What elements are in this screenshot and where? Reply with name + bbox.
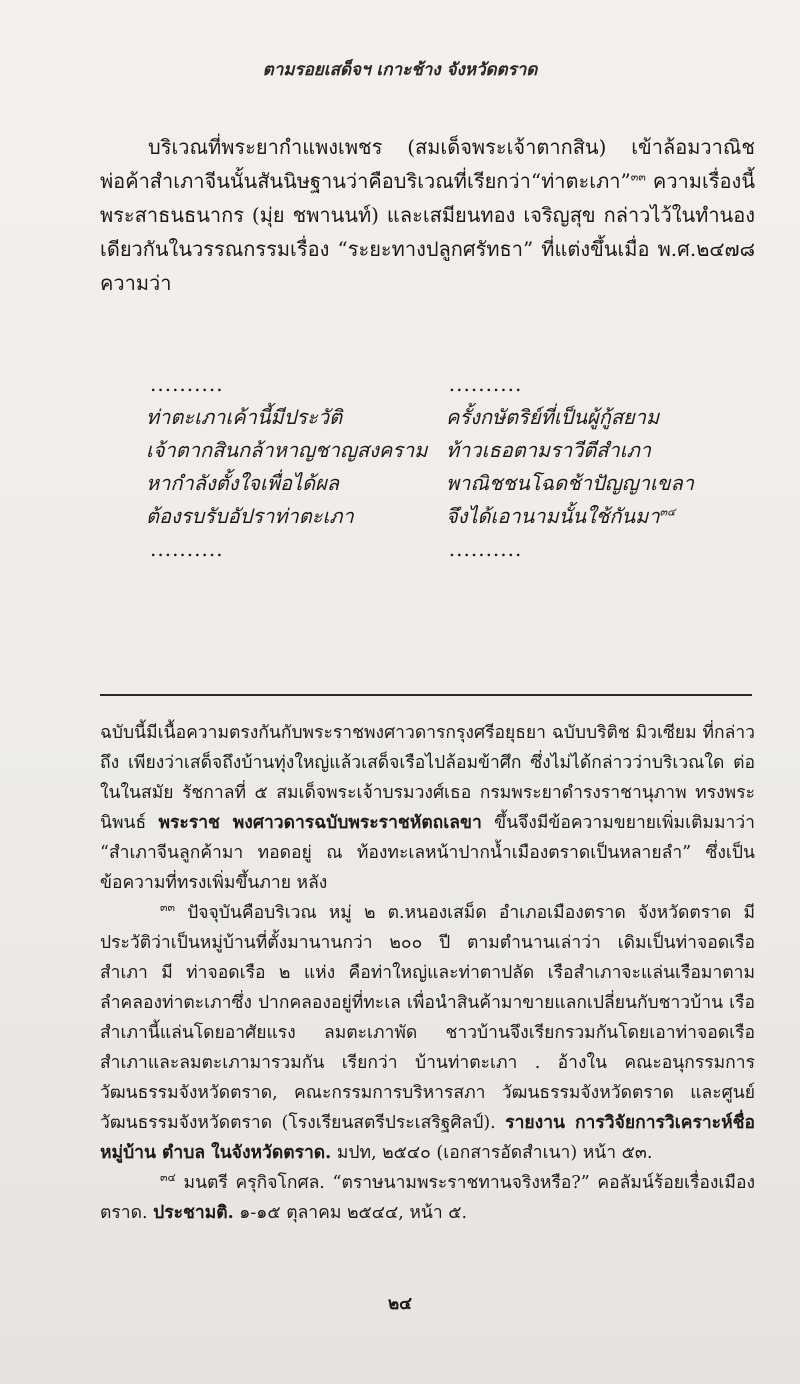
- footnote-34: [100, 1168, 755, 1228]
- ellipsis: ..........: [150, 372, 224, 396]
- footnote-title: พระราช พงศาวดารฉบับพระราชหัตถเลขา: [158, 813, 482, 833]
- poem-line-with-ref: [446, 500, 706, 533]
- poem-line: เจ้าตากสินกล้าหาญชาญสงคราม: [146, 438, 428, 462]
- ellipsis: ..........: [448, 537, 523, 561]
- page-number: ๒๔: [387, 1294, 413, 1314]
- poem-line: จึงได้เอานามนั้นใช้กันมา: [446, 504, 660, 528]
- footnote-text: ขึ้นจึงมีข้อความขยายเพิ่มเติมมาว่า “สำเภาจีนลูกค้ามา ทอดอยู่ ณ ท้องทะเลหน้าปากน้ำเมืองตราดเป็นหลายลำ” ซึ่งเป็นข้อความที่ทรงเพิ่มขึ้นภาย หลัง: [100, 813, 755, 893]
- poem-row: [146, 500, 706, 533]
- footnote-text: มนตรี ครุกิจโกศล. “ตราษนามพระราชทานจริงหรือ?” คอลัมน์ร้อยเรื่องเมือง ตราด.: [100, 1173, 755, 1223]
- paragraph-text: บริเวณที่พระยากำแพงเพชร (สมเด็จพระเจ้าตากสิน) เข้าล้อมวาณิช พ่อค้าสำเภาจีนนั้นสันนิษฐานว่าคือบริเวณที่เรียกว่า“ท่าตะเภา”: [100, 135, 755, 193]
- poem-row: [146, 533, 706, 566]
- footnote-mark: ๓๔: [160, 1171, 176, 1185]
- footnote-text: ๑-๑๕ ตุลาคม ๒๕๔๔, หน้า ๕.: [233, 1203, 468, 1223]
- footnote-33: [100, 898, 755, 1168]
- footnotes: [100, 718, 755, 1228]
- poem-row: [146, 368, 706, 401]
- poem-row: [146, 401, 706, 434]
- poem-block: [146, 368, 706, 566]
- poem-line: พาณิชชนโฉดช้าปัญญาเขลา: [446, 471, 694, 495]
- body-paragraph: [100, 130, 755, 300]
- footnote-mark: ๓๓: [160, 901, 176, 915]
- paragraph-text: ความเรื่องนี้ พระสาธนธนากร (มุ่ย ชพานนท์) และเสมียนทอง เจริญสุข กล่าวไว้ในทำนอง เดียวกันในวรรณกรรมเรื่อง “ระยะทางปลูกศรัทธา” ที่แต่งขึ้นเมื่อ พ.ศ.๒๔๗๘ ความว่า: [100, 169, 755, 295]
- poem-line: ท่าตะเภาเค้านี้มีประวัติ: [146, 405, 343, 429]
- poem-row: [146, 467, 706, 500]
- paragraph-1: [100, 130, 755, 300]
- footnote-title: รายงาน การวิจัยการวิเคราะห์ชื่อหมู่บ้าน ตำบล ในจังหวัดตราด.: [100, 1113, 756, 1163]
- footnote-divider: [100, 694, 752, 696]
- poem-line: ครั้งกษัตริย์ที่เป็นผู้กู้สยาม: [446, 405, 660, 429]
- poem-row: [146, 434, 706, 467]
- footnote-text: ปัจจุบันคือบริเวณ หมู่ ๒ ต.หนองเสม็ด อำเภอเมืองตราด จังหวัดตราด มี ประวัติว่าเป็นหมู่บ้านที่ตั้งมานานกว่า ๒๐๐ ปี ตามตำนานเล่าว่า เดิมเป็นท่าจอดเรือสำเภา มี ท่าจอดเรือ ๒ แห่ง คือท่าใหญ่และท่าตาปลัด เรือสำเภาจะแล่นเรือมาตามลำคลองท่าตะเภาซึ่ง ปากคลองอยู่ที่ทะเล เพื่อนำสินค้ามาขายแลกเปลี่ยนกับชาวบ้าน เรือสำเภานี้แล่นโดยอาศัยแรง ลมตะเภาพัด ชาวบ้านจึงเรียกรวมกันโดยเอาท่าจอดเรือสำเภาและลมตะเภามารวมกัน เรียกว่า บ้านท่าตะเภา . อ้างใน คณะอนุกรรมการวัฒนธรรมจังหวัดตราด, คณะกรรมการบริหารสภา วัฒนธรรมจังหวัดตราด และศูนย์วัฒนธรรมจังหวัดตราด (โรงเรียนสตรีประเสริฐศิลป์).: [100, 903, 755, 1133]
- ellipsis: ..........: [448, 372, 523, 396]
- poem-line: หากำลังตั้งใจเพื่อได้ผล: [146, 471, 340, 495]
- ellipsis: ..........: [150, 537, 224, 561]
- running-header: ตามรอยเสด็จฯ เกาะช้าง จังหวัดตราด: [262, 60, 538, 80]
- poem-line: ท้าวเธอตามราวีตีสำเภา: [446, 438, 651, 462]
- footnote-title: ประชามติ.: [153, 1203, 234, 1223]
- footnote-continued: [100, 718, 755, 898]
- footnote-text: มปท, ๒๕๔๐ (เอกสารอัดสำเนา) หน้า ๕๓.: [331, 1143, 653, 1163]
- poem-line: ต้องรบรับอัปราท่าตะเภา: [146, 504, 354, 528]
- footnote-ref: ๓๓: [630, 170, 646, 184]
- footnote-ref: ๓๔: [659, 505, 676, 519]
- footnote-text: ฉบับนี้มีเนื้อความตรงกันกับพระราชพงศาวดารกรุงศรีอยุธยา ฉบับบริติช มิวเซียม ที่กล่าวถึง เพียงว่าเสด็จถึงบ้านทุ่งใหญ่แล้วเสด็จเรือไปล้อมข้าศึก ซึ่งไม่ได้กล่าวว่าบริเวณใด ต่อในในสมัย รัชกาลที่ ๕ สมเด็จพระเจ้าบรมวงศ์เธอ กรมพระยาดำรงราชานุภาพ ทรงพระนิพนธ์: [100, 723, 755, 833]
